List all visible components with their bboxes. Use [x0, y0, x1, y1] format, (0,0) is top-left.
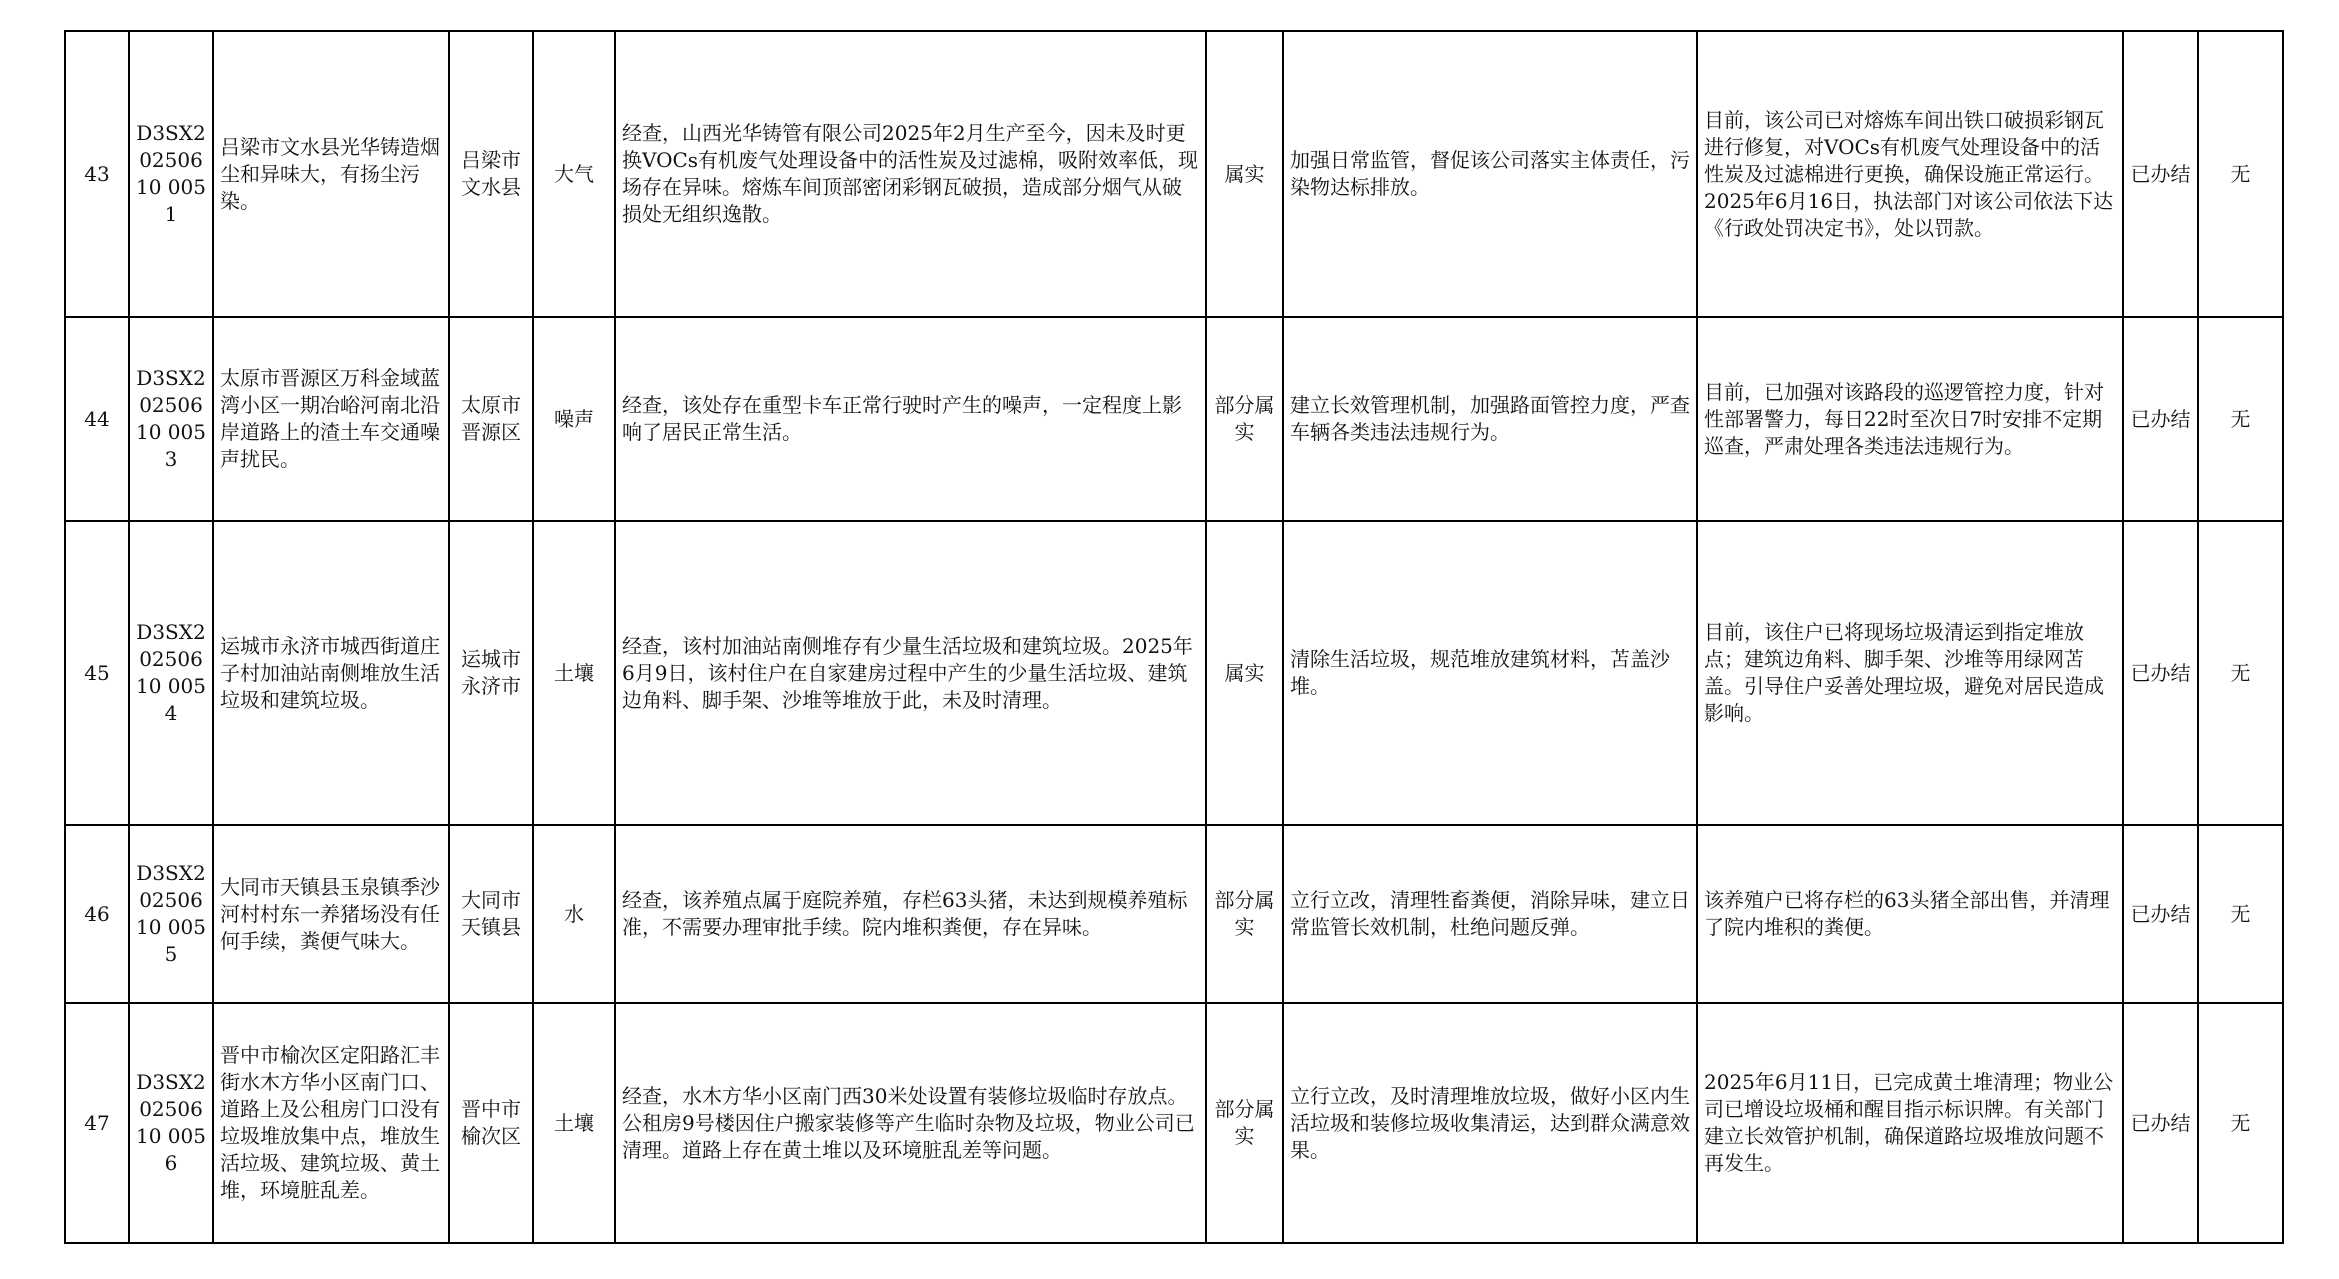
administrative-area: 太原市晋源区 — [449, 317, 533, 521]
investigation-finding: 经查，该村加油站南侧堆存有少量生活垃圾和建筑垃圾。2025年6月9日，该村住户在自家建房过程中产生的少量生活垃圾、建筑边角料、脚手架、沙堆等堆放于此，未及时清理。 — [615, 521, 1206, 825]
row-number: 45 — [65, 521, 129, 825]
pollution-type: 噪声 — [533, 317, 615, 521]
remark-cell: 无 — [2198, 521, 2283, 825]
rectification-progress: 目前，该住户已将现场垃圾清运到指定堆放点；建筑边角料、脚手架、沙堆等用绿网苫盖。引导住户妥善处理垃圾，避免对居民造成影响。 — [1697, 521, 2123, 825]
remark-cell: 无 — [2198, 31, 2283, 317]
handling-measure: 立行立改，及时清理堆放垃圾，做好小区内生活垃圾和装修垃圾收集清运，达到群众满意效果。 — [1283, 1003, 1697, 1243]
investigation-finding: 经查，该处存在重型卡车正常行驶时产生的噪声，一定程度上影响了居民正常生活。 — [615, 317, 1206, 521]
handling-measure: 清除生活垃圾，规范堆放建筑材料，苫盖沙堆。 — [1283, 521, 1697, 825]
complaint-content: 吕梁市文水县光华铸造烟尘和异味大，有扬尘污染。 — [213, 31, 449, 317]
case-code: D3SX20250610 0055 — [129, 825, 213, 1003]
complaint-content: 运城市永济市城西街道庄子村加油站南侧堆放生活垃圾和建筑垃圾。 — [213, 521, 449, 825]
remark-cell: 无 — [2198, 1003, 2283, 1243]
pollution-type: 土壤 — [533, 521, 615, 825]
table-row — [65, 317, 2283, 521]
table-row — [65, 521, 2283, 825]
status-cell: 已办结 — [2123, 31, 2198, 317]
case-code: D3SX20250610 0056 — [129, 1003, 213, 1243]
complaint-content: 太原市晋源区万科金域蓝湾小区一期冶峪河南北沿岸道路上的渣土车交通噪声扰民。 — [213, 317, 449, 521]
status-cell: 已办结 — [2123, 1003, 2198, 1243]
complaint-table-sheet — [64, 30, 2282, 1244]
verification-result: 属实 — [1206, 521, 1283, 825]
rectification-progress: 目前，已加强对该路段的巡逻管控力度，针对性部署警力，每日22时至次日7时安排不定期巡查，严肃处理各类违法违规行为。 — [1697, 317, 2123, 521]
handling-measure: 立行立改，清理牲畜粪便，消除异味，建立日常监管长效机制，杜绝问题反弹。 — [1283, 825, 1697, 1003]
administrative-area: 吕梁市文水县 — [449, 31, 533, 317]
table-row — [65, 31, 2283, 317]
table-row — [65, 825, 2283, 1003]
pollution-type: 土壤 — [533, 1003, 615, 1243]
status-cell: 已办结 — [2123, 521, 2198, 825]
remark-cell: 无 — [2198, 317, 2283, 521]
row-number: 44 — [65, 317, 129, 521]
administrative-area: 晋中市榆次区 — [449, 1003, 533, 1243]
case-code: D3SX20250610 0053 — [129, 317, 213, 521]
table-row — [65, 1003, 2283, 1243]
rectification-progress: 该养殖户已将存栏的63头猪全部出售，并清理了院内堆积的粪便。 — [1697, 825, 2123, 1003]
verification-result: 部分属实 — [1206, 825, 1283, 1003]
investigation-finding: 经查，水木方华小区南门西30米处设置有装修垃圾临时存放点。公租房9号楼因住户搬家装修等产生临时杂物及垃圾，物业公司已清理。道路上存在黄土堆以及环境脏乱差等问题。 — [615, 1003, 1206, 1243]
status-cell: 已办结 — [2123, 825, 2198, 1003]
complaint-content: 晋中市榆次区定阳路汇丰街水木方华小区南门口、道路上及公租房门口没有垃圾堆放集中点，堆放生活垃圾、建筑垃圾、黄土堆，环境脏乱差。 — [213, 1003, 449, 1243]
rectification-progress: 2025年6月11日，已完成黄土堆清理；物业公司已增设垃圾桶和醒目指示标识牌。有关部门建立长效管护机制，确保道路垃圾堆放问题不再发生。 — [1697, 1003, 2123, 1243]
handling-measure: 建立长效管理机制，加强路面管控力度，严查车辆各类违法违规行为。 — [1283, 317, 1697, 521]
remark-cell: 无 — [2198, 825, 2283, 1003]
investigation-finding: 经查，山西光华铸管有限公司2025年2月生产至今，因未及时更换VOCs有机废气处理设备中的活性炭及过滤棉，吸附效率低，现场存在异味。熔炼车间顶部密闭彩钢瓦破损，造成部分烟气从破损处无组织逸散。 — [615, 31, 1206, 317]
verification-result: 部分属实 — [1206, 1003, 1283, 1243]
verification-result: 部分属实 — [1206, 317, 1283, 521]
row-number: 43 — [65, 31, 129, 317]
row-number: 46 — [65, 825, 129, 1003]
case-code: D3SX20250610 0054 — [129, 521, 213, 825]
pollution-type: 水 — [533, 825, 615, 1003]
administrative-area: 运城市永济市 — [449, 521, 533, 825]
pollution-type: 大气 — [533, 31, 615, 317]
verification-result: 属实 — [1206, 31, 1283, 317]
case-code: D3SX20250610 0051 — [129, 31, 213, 317]
rectification-progress: 目前，该公司已对熔炼车间出铁口破损彩钢瓦进行修复，对VOCs有机废气处理设备中的活性炭及过滤棉进行更换，确保设施正常运行。2025年6月16日，执法部门对该公司依法下达《行政处罚决定书》，处以罚款。 — [1697, 31, 2123, 317]
complaint-table — [64, 30, 2284, 1244]
handling-measure: 加强日常监管，督促该公司落实主体责任，污染物达标排放。 — [1283, 31, 1697, 317]
row-number: 47 — [65, 1003, 129, 1243]
investigation-finding: 经查，该养殖点属于庭院养殖，存栏63头猪，未达到规模养殖标准，不需要办理审批手续。院内堆积粪便，存在异味。 — [615, 825, 1206, 1003]
complaint-content: 大同市天镇县玉泉镇季沙河村村东一养猪场没有任何手续，粪便气味大。 — [213, 825, 449, 1003]
administrative-area: 大同市天镇县 — [449, 825, 533, 1003]
status-cell: 已办结 — [2123, 317, 2198, 521]
